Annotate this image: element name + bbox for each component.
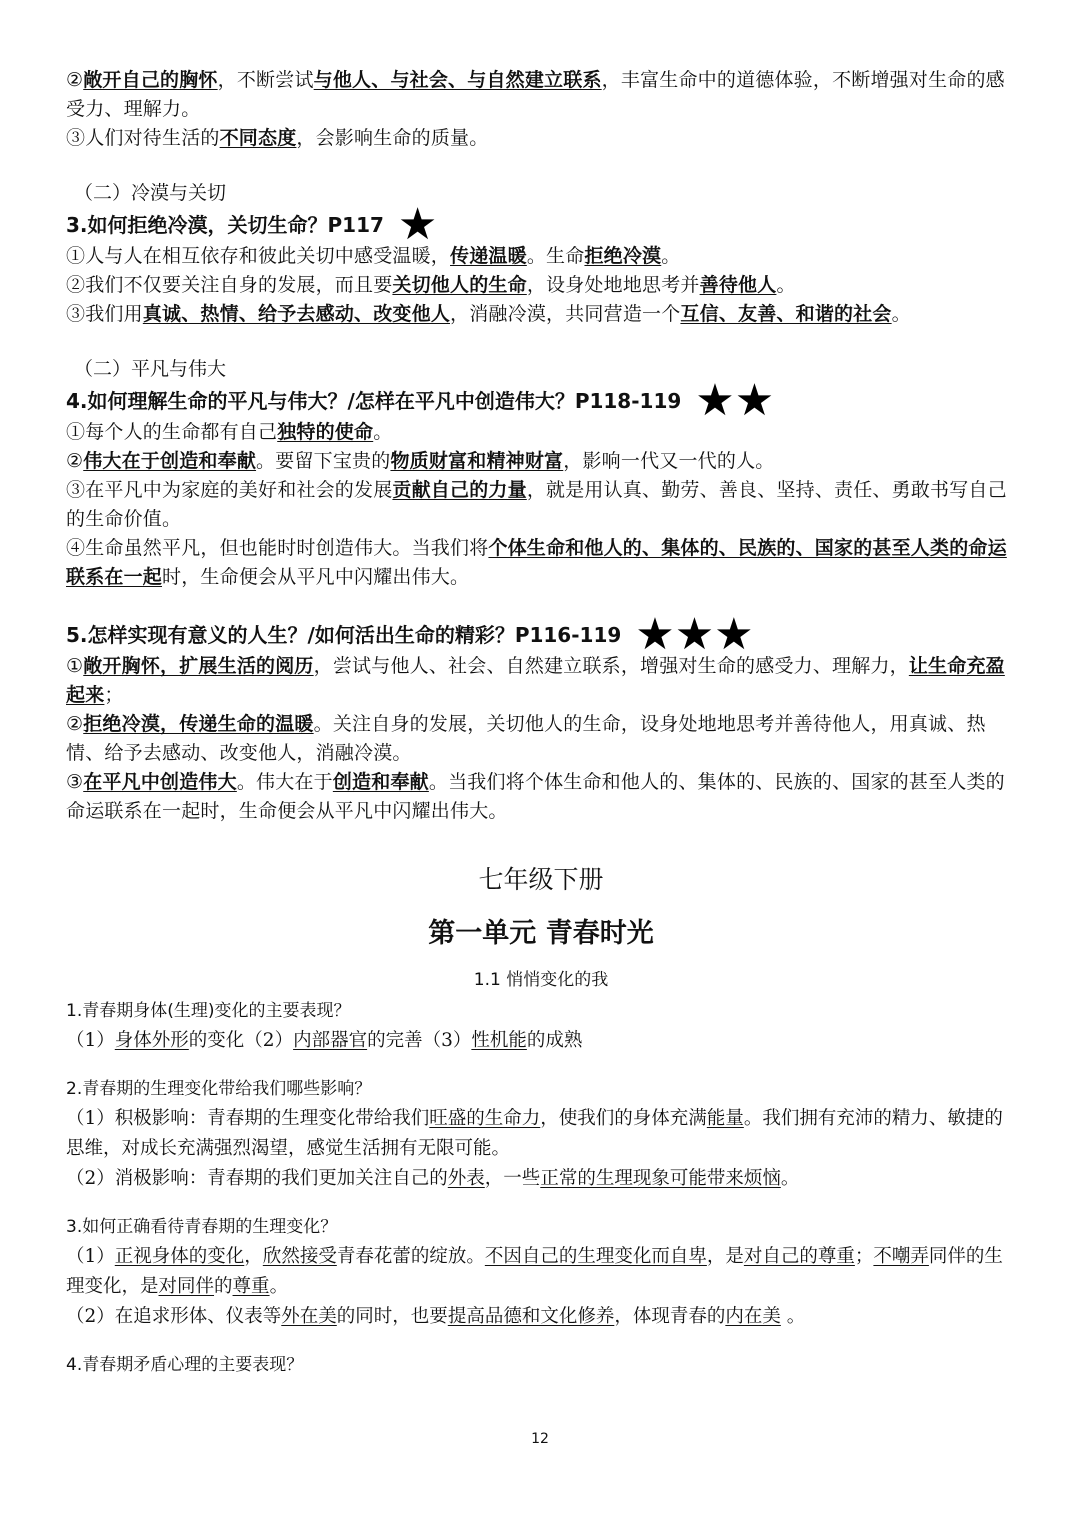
- paragraph: （2）消极影响：青春期的我们更加关注自己的外表，一些正常的生理现象可能带来烦恼。: [66, 1168, 800, 1189]
- paragraph: ①每个人的生命都有自己独特的使命。: [66, 421, 393, 443]
- subsection-heading: （二）冷漠与关切: [74, 182, 227, 204]
- question-heading: 2.青春期的生理变化带给我们哪些影响？: [66, 1079, 372, 1099]
- paragraph: ③在平凡中为家庭的美好和社会的发展贡献自己的力量，就是用认真、勤劳、善良、坚持、责任、勇敢书写自己的生命价值。: [66, 479, 1007, 530]
- lesson-title: 1.1 悄悄变化的我: [473, 970, 609, 990]
- unit-title: 第一单元 青春时光: [428, 918, 654, 949]
- paragraph: ②敞开自己的胸怀，不断尝试与他人、与社会、与自然建立联系，丰富生命中的道德体验，不断增强对生命的感受力、理解力。: [66, 69, 1005, 120]
- paragraph: ①人与人在相互依存和彼此关切中感受温暖，传递温暖。生命拒绝冷漠。: [66, 245, 681, 267]
- key-point: 敞开自己的胸怀: [83, 69, 218, 91]
- question-heading: 1.青春期身体(生理)变化的主要表现？: [66, 1001, 351, 1021]
- key-point: 与他人、与社会、与自然建立联系: [313, 69, 602, 91]
- paragraph: （1）正视身体的变化，欣然接受青春花蕾的绽放。不因自己的生理变化而自卑，是对自己的尊重；不嘲弄同伴的生理变化，是对同伴的尊重。: [66, 1246, 1003, 1297]
- book-title: 七年级下册: [478, 865, 604, 894]
- star-icon: ★★: [695, 375, 775, 426]
- page-number: 12: [531, 1431, 549, 1447]
- paragraph: （2）在追求形体、仪表等外在美的同时，也要提高品德和文化修养，体现青春的内在美 。: [66, 1306, 806, 1327]
- paragraph: ③人们对待生活的不同态度，会影响生命的质量。: [66, 127, 489, 149]
- paragraph: ②拒绝冷漠，传递生命的温暖。关注自身的发展，关切他人的生命，设身处地地思考并善待他人，用真诚、热情、给予去感动、改变他人，消融冷漠。: [66, 713, 986, 764]
- paragraph: （1）身体外形的变化（2）内部器官的完善（3）性机能的成熟: [66, 1030, 583, 1051]
- paragraph: ②伟大在于创造和奉献。要留下宝贵的物质财富和精神财富，影响一代又一代的人。: [66, 450, 775, 472]
- paragraph: （1）积极影响：青春期的生理变化带给我们旺盛的生命力，使我们的身体充满能量。我们拥有充沛的精力、敏捷的思维，对成长充满强烈渴望，感觉生活拥有无限可能。: [66, 1108, 1003, 1159]
- question-heading: 3.如何正确看待青春期的生理变化？: [66, 1217, 338, 1237]
- question-heading: 4.青春期矛盾心理的主要表现？: [66, 1355, 304, 1375]
- star-icon: ★: [397, 199, 438, 250]
- paragraph: ④生命虽然平凡，但也能时时创造伟大。当我们将个体生命和他人的、集体的、民族的、国家的甚至人类的命运联系在一起时，生命便会从平凡中闪耀出伟大。: [66, 537, 1007, 588]
- question-heading: 4.如何理解生命的平凡与伟大？/怎样在平凡中创造伟大？P118-119 ★★: [66, 375, 775, 426]
- subsection-heading: （二）平凡与伟大: [74, 358, 227, 380]
- paragraph: ③在平凡中创造伟大。伟大在于创造和奉献。当我们将个体生命和他人的、集体的、民族的、国家的甚至人类的命运联系在一起时，生命便会从平凡中闪耀出伟大。: [66, 771, 1005, 822]
- paragraph: ③我们用真诚、热情、给予去感动、改变他人，消融冷漠，共同营造一个互信、友善、和谐的社会。: [66, 303, 911, 325]
- star-icon: ★★★: [635, 609, 754, 660]
- paragraph: ②我们不仅要关注自身的发展，而且要关切他人的生命，设身处地地思考并善待他人。: [66, 274, 796, 296]
- paragraph: ①敞开胸怀，扩展生活的阅历，尝试与他人、社会、自然建立联系，增强对生命的感受力、理解力，让生命充盈起来；: [66, 655, 1005, 706]
- question-heading: 3.如何拒绝冷漠，关切生命？P117 ★: [66, 199, 438, 250]
- question-heading: 5.怎样实现有意义的人生？/如何活出生命的精彩？P116-119 ★★★: [66, 609, 754, 660]
- key-point: 不同态度: [219, 127, 297, 149]
